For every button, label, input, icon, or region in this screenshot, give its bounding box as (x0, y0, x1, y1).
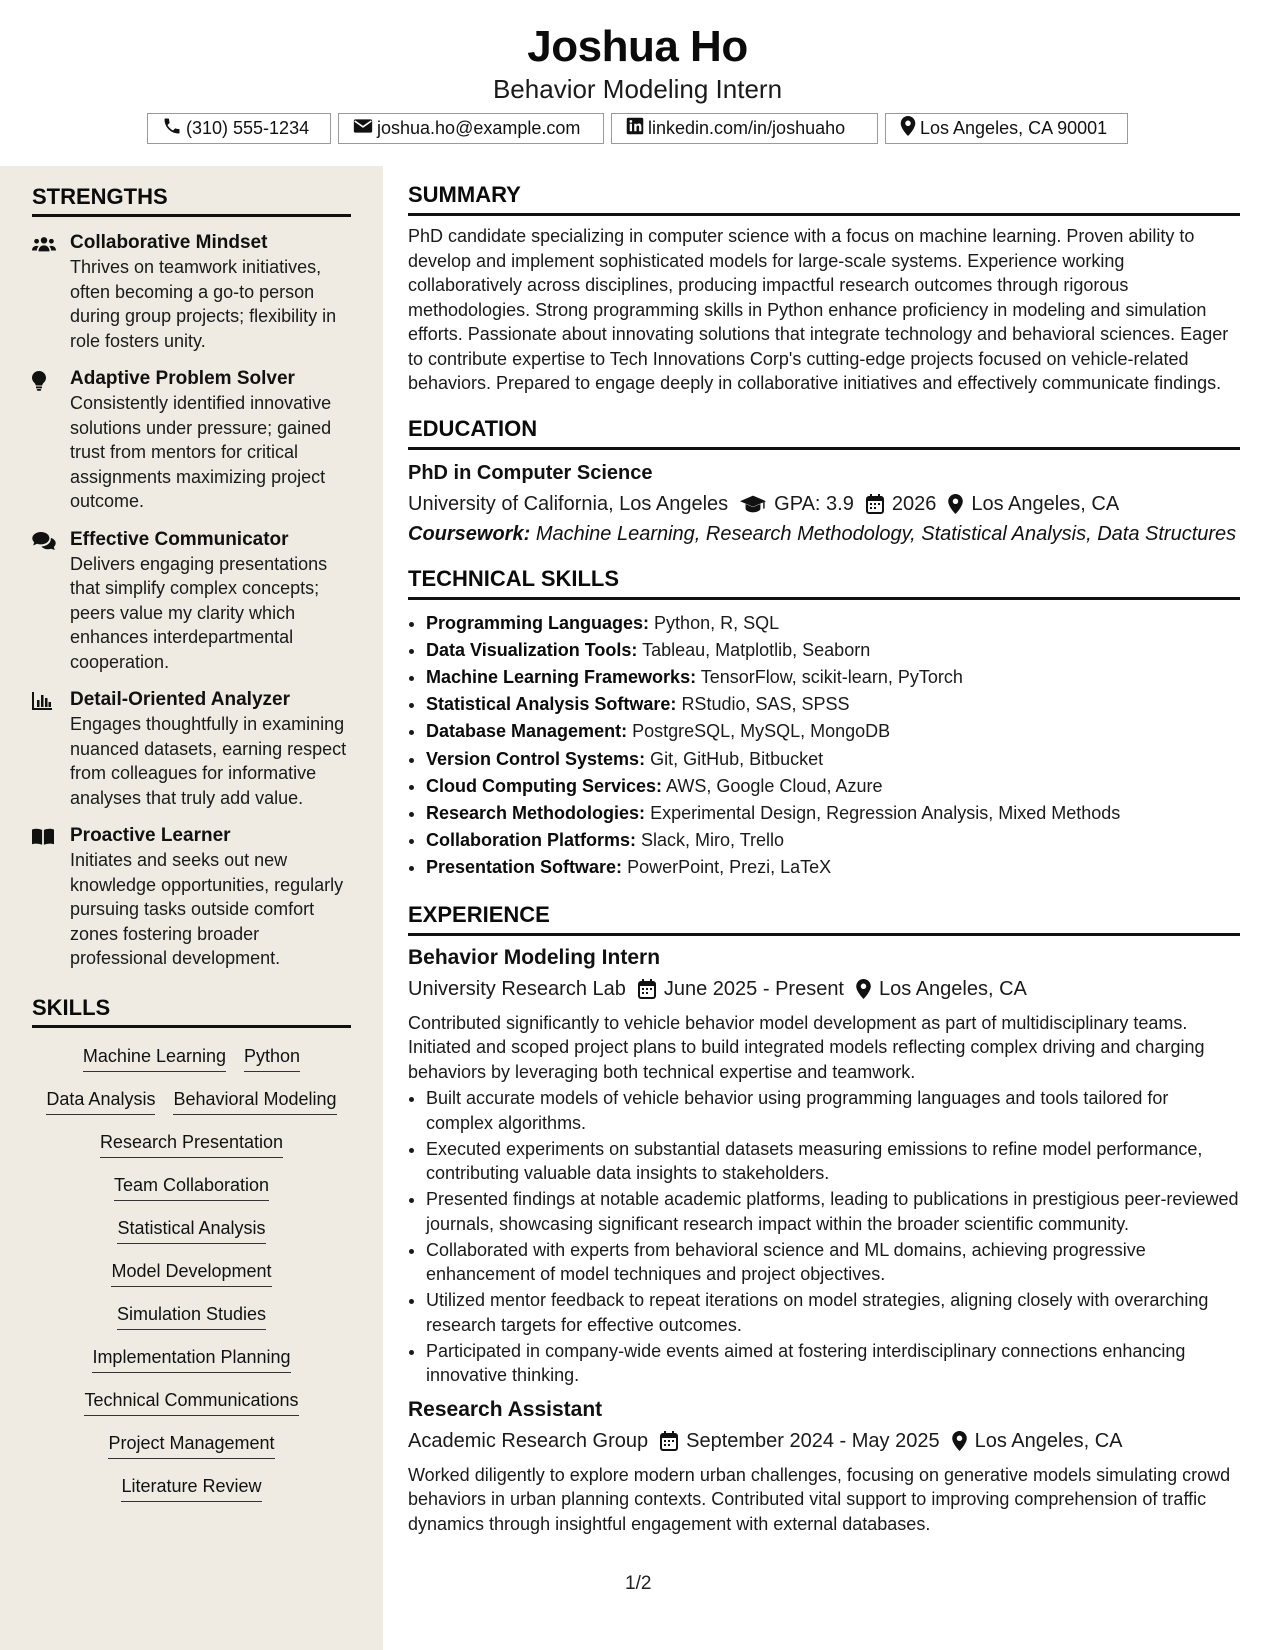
users-icon (32, 231, 70, 353)
strength-item (32, 688, 351, 810)
phone-icon (162, 116, 186, 141)
skill-tag: Literature Review (121, 1474, 261, 1502)
skill-tag: Statistical Analysis (117, 1216, 265, 1244)
strength-description: Initiates and seeks out new knowledge opportunities, regularly pursuing tasks outside comfort zones fostering broader professional development. (70, 850, 344, 968)
skill-label: Version Control Systems: (426, 748, 646, 769)
book-icon (32, 824, 70, 971)
skill-tag: Behavioral Modeling (173, 1087, 336, 1115)
skill-label: Database Management: (426, 721, 628, 742)
page-number: 1/2 (625, 1573, 652, 1594)
list-item: • Executed experiments on substantial datasets measuring emissions to refine model performance, contributing valuable data insights to stakeholders. (426, 1137, 1240, 1186)
list-item (426, 610, 1240, 637)
job-org: University Research Lab (408, 977, 626, 1000)
skills-heading: SKILLS (32, 995, 351, 1028)
list-item (426, 691, 1240, 718)
coursework-list: Machine Learning, Research Methodology, Statistical Analysis, Data Structures (535, 522, 1237, 545)
strength-item (32, 824, 351, 971)
strength-item (32, 367, 351, 514)
technical-skills-list (408, 610, 1240, 882)
job-org: Academic Research Group (408, 1429, 649, 1452)
job-title: Behavior Modeling Intern (408, 945, 661, 969)
technical-skills-section (408, 566, 1240, 882)
list-item (426, 637, 1240, 664)
skill-label: Data Visualization Tools: (426, 639, 638, 660)
job-entry (408, 1398, 1240, 1537)
gpa: GPA: 3.9 (774, 492, 854, 515)
summary-text: PhD candidate specializing in computer science with a focus on machine learning. Proven ability to develop and implement sophisticated models for large-scale systems. Experience working collaboratively across disciplines, producing impactful research outcomes through rigorous methodologies. Strong programming skills in Python enhance proficiency in modeling and simulation efforts. Passionate about innovating solutions that integrate technology and behavioral sciences. Eager to contribute expertise to Tech Innovations Corp's cutting-edge projects focused on vehicle-related behaviors. Prepared to engage deeply in collaborative initiatives and effectively communicate findings. (408, 226, 1229, 393)
strength-name: Proactive Learner (70, 825, 231, 846)
strength-description: Delivers engaging presentations that simplify complex concepts; peers value my clarity which enhances interdepartmental cooperation. (70, 553, 328, 672)
skill-value: Experimental Design, Regression Analysis, Mixed Methods (650, 802, 1121, 823)
list-item (426, 773, 1240, 800)
skill-label: Research Methodologies: (426, 802, 646, 823)
skill-value: Slack, Miro, Trello (641, 830, 785, 851)
strengths-heading: STRENGTHS (32, 184, 351, 217)
skill-tag: Machine Learning (83, 1044, 226, 1072)
coursework-label: Coursework: (408, 522, 531, 545)
job-entry (408, 946, 1240, 1388)
skill-value: AWS, Google Cloud, Azure (666, 775, 883, 796)
summary-section (408, 182, 1240, 396)
strength-item (32, 528, 351, 675)
skill-tag: Technical Communications (84, 1388, 298, 1416)
job-bullets (408, 1086, 1240, 1388)
list-item: • Collaborated with experts from behavioral science and ML domains, achieving progressive enhancement of model techniques and project objectives. (426, 1238, 1240, 1287)
email-icon (353, 117, 377, 140)
education-section (408, 416, 1240, 546)
list-item (426, 746, 1240, 773)
strength-name: Detail-Oriented Analyzer (70, 689, 290, 710)
list-item (426, 854, 1240, 881)
list-item: • Participated in company-wide events aimed at fostering interdisciplinary connections enhancing innovative thinking. (426, 1339, 1240, 1388)
calendar-icon (638, 979, 656, 999)
sidebar (0, 166, 383, 1650)
main-content (408, 182, 1240, 1536)
skill-tag: Python (244, 1044, 300, 1072)
skill-tag: Model Development (111, 1259, 271, 1287)
skill-value: Git, GitHub, Bitbucket (650, 748, 824, 769)
comments-icon (32, 528, 70, 675)
list-item (426, 827, 1240, 854)
graduation-year: 2026 (891, 492, 937, 515)
contact-location[interactable] (885, 113, 1128, 144)
lightbulb-icon (32, 367, 70, 514)
map-pin-icon (948, 494, 963, 514)
graduation-cap-icon (740, 495, 766, 513)
map-pin-icon (900, 116, 920, 141)
skill-value: PowerPoint, Prezi, LaTeX (627, 857, 832, 878)
experience-heading: EXPERIENCE (408, 902, 1240, 936)
school-name: University of California, Los Angeles (408, 492, 729, 515)
contact-linkedin[interactable] (611, 113, 878, 144)
skill-label: Statistical Analysis Software: (426, 694, 677, 715)
skill-tag: Team Collaboration (114, 1173, 269, 1201)
chart-icon (32, 688, 70, 810)
strength-name: Effective Communicator (70, 528, 289, 550)
strength-item (32, 231, 351, 353)
list-item: • Built accurate models of vehicle behavior using programming languages and tools tailored for complex algorithms. (426, 1086, 1240, 1135)
skill-label: Programming Languages: (426, 612, 650, 633)
phone-text: (310) 555-1234 (186, 118, 310, 138)
coursework (408, 523, 1240, 546)
candidate-name: Joshua Ho (527, 22, 748, 71)
resume-header (0, 0, 1275, 166)
summary-heading: SUMMARY (408, 182, 1240, 216)
list-item: • Presented findings at notable academic platforms, leading to publications in prestigious peer-reviewed journals, showcasing significant research impact within the broader scientific community. (426, 1187, 1240, 1236)
technical-skills-heading: TECHNICAL SKILLS (408, 566, 1240, 600)
degree-title: PhD in Computer Science (408, 461, 653, 484)
skill-tag: Project Management (108, 1431, 274, 1459)
map-pin-icon (856, 979, 871, 999)
skill-value: Tableau, Matplotlib, Seaborn (642, 639, 871, 660)
strength-description: Consistently identified innovative solutions under pressure; gained trust from mentors for critical assignments maximizing project outcome. (70, 393, 332, 511)
location-text: Los Angeles, CA 90001 (920, 118, 1108, 138)
skill-tag: Data Analysis (46, 1087, 155, 1115)
calendar-icon (866, 494, 884, 514)
linkedin-icon (626, 117, 648, 140)
skill-label: Presentation Software: (426, 857, 623, 878)
contact-email[interactable] (338, 113, 604, 144)
job-location: Los Angeles, CA (879, 977, 1027, 1000)
job-dates: June 2025 - Present (663, 977, 844, 1000)
strength-name: Adaptive Problem Solver (70, 368, 295, 389)
skill-value: Python, R, SQL (654, 612, 780, 633)
skills-tags (32, 1044, 351, 1502)
job-dates: September 2024 - May 2025 (686, 1429, 940, 1452)
strength-name: Collaborative Mindset (70, 232, 268, 253)
job-location: Los Angeles, CA (974, 1429, 1123, 1452)
map-pin-icon (952, 1431, 967, 1451)
skill-tag: Implementation Planning (92, 1345, 290, 1373)
experience-section (408, 902, 1240, 1537)
skill-label: Cloud Computing Services: (426, 775, 663, 796)
skill-value: PostgreSQL, MySQL, MongoDB (632, 721, 891, 742)
list-item (426, 664, 1240, 691)
job-title: Research Assistant (408, 1397, 603, 1421)
list-item (426, 800, 1240, 827)
linkedin-text: linkedin.com/in/joshuaho (648, 118, 846, 138)
email-text: joshua.ho@example.com (377, 118, 581, 138)
job-meta (408, 978, 1240, 1001)
skill-label: Machine Learning Frameworks: (426, 666, 697, 687)
list-item: • Utilized mentor feedback to repeat iterations on model strategies, aligning closely with overarching research targets for effective outcomes. (426, 1288, 1240, 1337)
job-meta (408, 1430, 1240, 1453)
education-meta (408, 493, 1240, 516)
skill-value: RStudio, SAS, SPSS (681, 694, 850, 715)
skill-tag: Research Presentation (100, 1130, 283, 1158)
job-description: Contributed significantly to vehicle behavior model development as part of multidisciplinary teams. Initiated and scoped project plans to build integrated models reflecting complex driving and charging behaviors by leveraging both technical expertise and teamwork. (408, 1012, 1205, 1082)
strength-description: Engages thoughtfully in examining nuanced datasets, earning respect from colleagues for informative analyses that truly add value. (70, 714, 347, 808)
skill-value: TensorFlow, scikit-learn, PyTorch (700, 666, 963, 687)
job-description: Worked diligently to explore modern urban challenges, focusing on generative models simulating crowd behaviors in urban planning contexts. Contributed vital support to improving comprehension of traffic dynamics through insightful engagement with external databases. (408, 1464, 1231, 1534)
education-location: Los Angeles, CA (971, 492, 1120, 515)
calendar-icon (660, 1431, 678, 1451)
contact-bar (0, 113, 1275, 144)
strength-description: Thrives on teamwork initiatives, often becoming a go-to person during group projects; flexibility in role fosters unity. (70, 257, 337, 351)
education-heading: EDUCATION (408, 416, 1240, 450)
candidate-title: Behavior Modeling Intern (492, 74, 783, 104)
contact-phone[interactable] (147, 113, 331, 144)
list-item (426, 718, 1240, 745)
skill-label: Collaboration Platforms: (426, 830, 637, 851)
skill-tag: Simulation Studies (117, 1302, 266, 1330)
